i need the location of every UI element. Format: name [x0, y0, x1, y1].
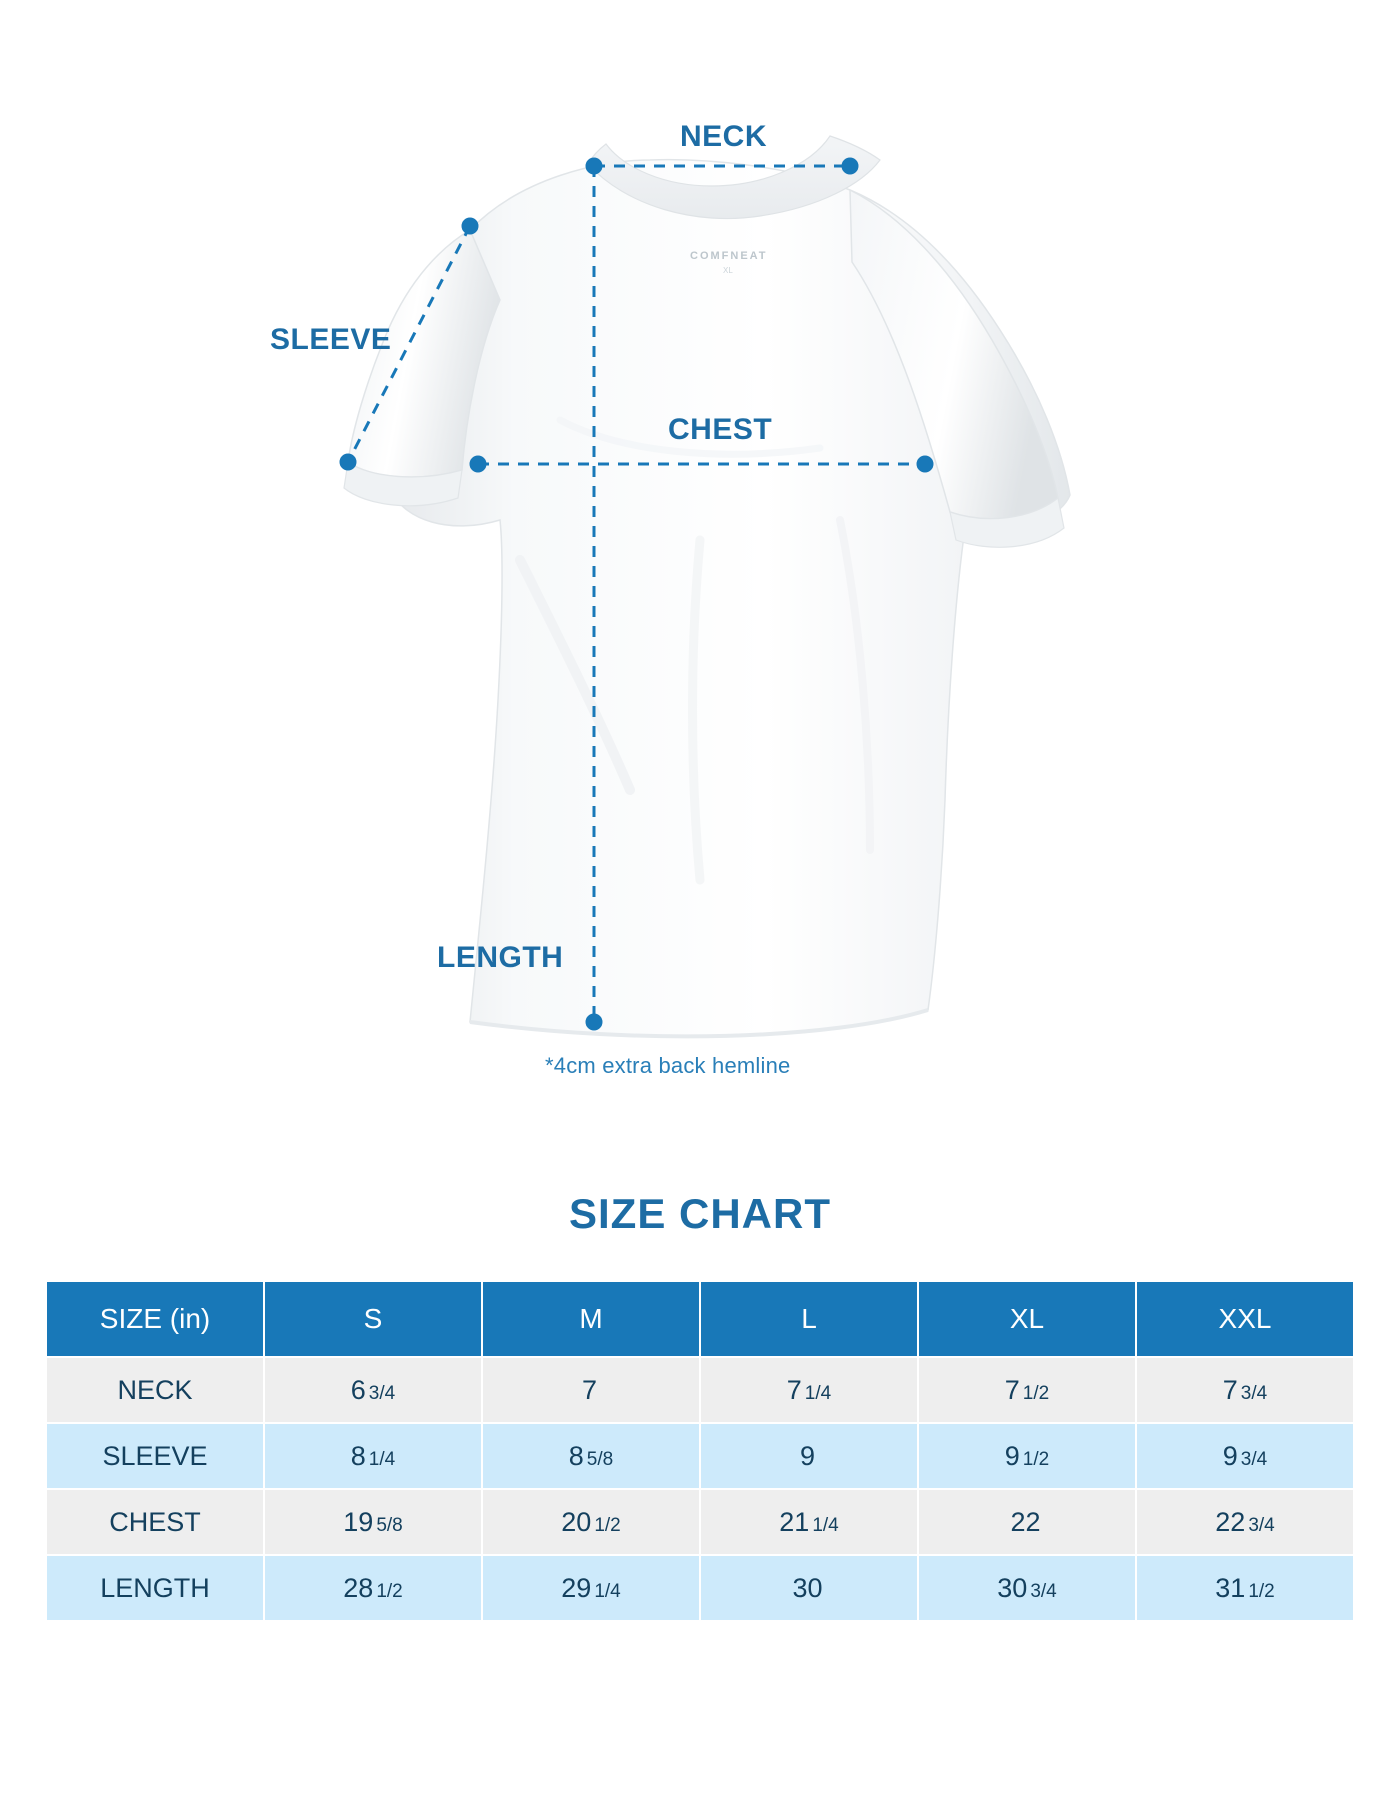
value-whole: 28 [343, 1572, 374, 1603]
cell-neck-xl [918, 1357, 1136, 1423]
cell-neck-xxl [1136, 1357, 1354, 1423]
value-fraction: 1/2 [376, 1580, 403, 1602]
row-label: LENGTH [46, 1555, 264, 1621]
cell-chest-xxl [1136, 1489, 1354, 1555]
value-whole: 7 [581, 1374, 598, 1405]
value-whole: 8 [568, 1440, 584, 1471]
value-whole: 9 [799, 1440, 816, 1471]
cell-chest-s [264, 1489, 482, 1555]
table-row [46, 1423, 1354, 1489]
cell-chest-m [482, 1489, 700, 1555]
value-whole: 7 [1004, 1374, 1020, 1405]
value-whole: 22 [1010, 1506, 1041, 1537]
value-whole: 9 [1004, 1440, 1020, 1471]
column-header-l: L [700, 1281, 918, 1357]
table-header-row [46, 1281, 1354, 1357]
value-whole: 30 [997, 1572, 1028, 1603]
cell-length-xxl [1136, 1555, 1354, 1621]
value-whole: 6 [350, 1374, 366, 1405]
cell-length-m [482, 1555, 700, 1621]
table-row [46, 1489, 1354, 1555]
value-whole: 7 [786, 1374, 802, 1405]
cell-length-l [700, 1555, 918, 1621]
cell-chest-xl [918, 1489, 1136, 1555]
brand-tag: COMFNEAT [690, 250, 768, 262]
value-fraction: 1/2 [594, 1514, 621, 1536]
value-fraction: 1/2 [1022, 1448, 1050, 1470]
value-fraction: 1/4 [594, 1580, 621, 1602]
value-fraction: 3/4 [1248, 1514, 1275, 1536]
value-whole: 8 [350, 1440, 366, 1471]
column-header-m: M [482, 1281, 700, 1357]
row-label: CHEST [46, 1489, 264, 1555]
value-fraction: 1/4 [368, 1448, 396, 1470]
column-header-size: SIZE (in) [46, 1281, 264, 1357]
cell-length-xl [918, 1555, 1136, 1621]
hemline-footnote: *4cm extra back hemline [545, 1053, 791, 1078]
value-fraction: 5/8 [376, 1514, 403, 1536]
value-fraction: 5/8 [586, 1448, 614, 1470]
cell-chest-l [700, 1489, 918, 1555]
value-fraction: 3/4 [1240, 1382, 1268, 1404]
label-sleeve: SLEEVE [270, 323, 392, 356]
cell-sleeve-m [482, 1423, 700, 1489]
label-length: LENGTH [437, 941, 564, 974]
label-chest: CHEST [668, 413, 773, 446]
value-fraction: 3/4 [1240, 1448, 1268, 1470]
value-whole: 19 [343, 1506, 374, 1537]
row-label: NECK [46, 1357, 264, 1423]
value-whole: 29 [561, 1572, 592, 1603]
cell-sleeve-xl [918, 1423, 1136, 1489]
value-fraction: 1/2 [1022, 1382, 1050, 1404]
table-row [46, 1555, 1354, 1621]
value-fraction: 1/4 [812, 1514, 839, 1536]
cell-neck-l [700, 1357, 918, 1423]
table-row [46, 1357, 1354, 1423]
value-fraction: 1/2 [1248, 1580, 1275, 1602]
cell-neck-s [264, 1357, 482, 1423]
cell-neck-m [482, 1357, 700, 1423]
value-whole: 21 [779, 1506, 810, 1537]
value-whole: 31 [1215, 1572, 1246, 1603]
value-whole: 20 [561, 1506, 592, 1537]
row-label: SLEEVE [46, 1423, 264, 1489]
value-fraction: 3/4 [368, 1382, 396, 1404]
value-whole: 22 [1215, 1506, 1246, 1537]
label-neck: NECK [680, 120, 768, 153]
cell-sleeve-s [264, 1423, 482, 1489]
size-chart-table [45, 1280, 1355, 1622]
value-whole: 30 [792, 1572, 823, 1603]
value-whole: 9 [1222, 1440, 1238, 1471]
cell-length-s [264, 1555, 482, 1621]
brand-tag-size: XL [723, 266, 733, 275]
cell-sleeve-l [700, 1423, 918, 1489]
value-whole: 7 [1222, 1374, 1238, 1405]
column-header-s: S [264, 1281, 482, 1357]
column-header-xl: XL [918, 1281, 1136, 1357]
column-header-xxl: XXL [1136, 1281, 1354, 1357]
value-fraction: 3/4 [1030, 1580, 1057, 1602]
cell-sleeve-xxl [1136, 1423, 1354, 1489]
size-chart-title: SIZE CHART [569, 1190, 831, 1237]
value-fraction: 1/4 [804, 1382, 832, 1404]
